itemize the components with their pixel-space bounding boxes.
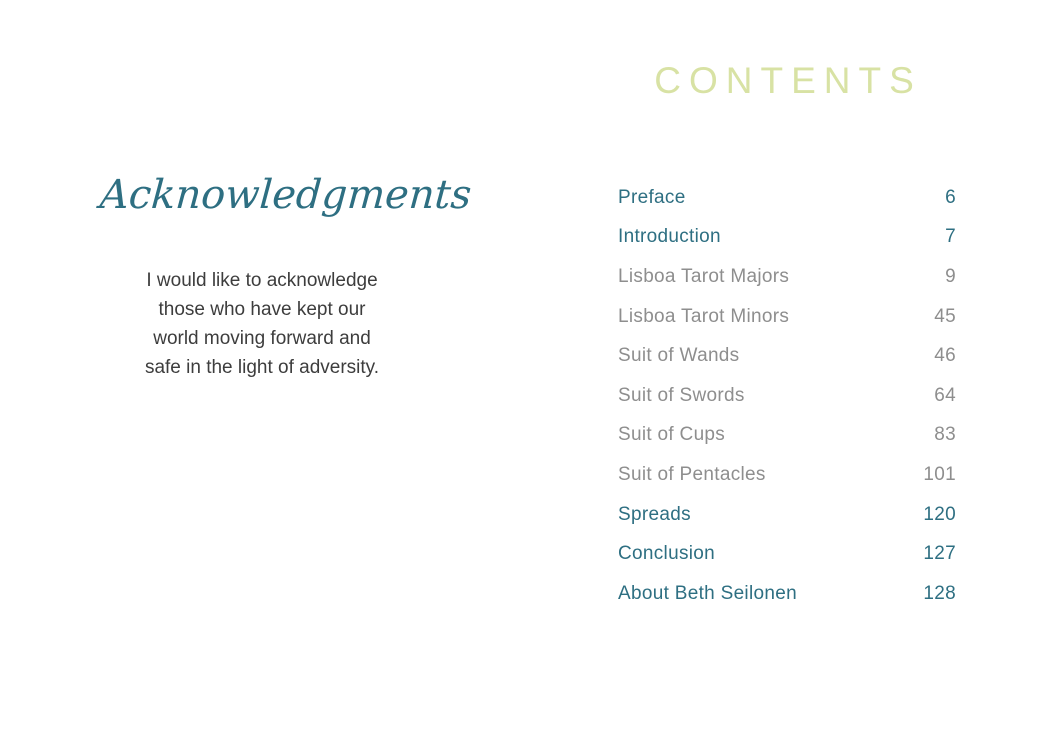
toc-entry-page: 83 [934, 424, 956, 446]
toc-entry-page: 127 [923, 543, 956, 565]
toc-entry-label: Suit of Wands [618, 345, 740, 367]
toc-entry [618, 376, 956, 416]
toc-entry [618, 455, 956, 495]
toc-entry-label: Preface [618, 186, 686, 208]
toc-entry-page: 45 [934, 305, 956, 327]
toc-entry-label: Conclusion [618, 543, 715, 565]
toc-entry-label: Suit of Swords [618, 384, 745, 406]
toc-entry [618, 257, 956, 297]
toc-entry-label: Introduction [618, 226, 721, 248]
toc-entry [618, 297, 956, 337]
toc-entry-page: 6 [945, 186, 956, 208]
toc-entry-page: 101 [923, 463, 956, 485]
toc-entry-label: Lisboa Tarot Minors [618, 305, 790, 327]
toc-entry [618, 336, 956, 376]
contents-title: CONTENTS [654, 60, 922, 101]
toc-entry [618, 534, 956, 574]
toc-entry-page: 64 [934, 384, 956, 406]
toc-entry-page: 128 [923, 582, 956, 604]
paragraph-line: those who have kept our [158, 299, 366, 320]
toc-entry [618, 574, 956, 614]
toc-entry-label: Spreads [618, 503, 691, 525]
paragraph-line: safe in the light of adversity. [144, 357, 380, 378]
toc-entry [618, 416, 956, 456]
toc-entry [618, 218, 956, 258]
toc-entry-label: Lisboa Tarot Majors [618, 265, 790, 287]
toc-entry [618, 495, 956, 535]
toc-entry [618, 178, 956, 218]
toc-entry-page: 46 [934, 345, 956, 367]
toc-entry-page: 120 [923, 503, 956, 525]
table-of-contents [618, 178, 956, 614]
toc-entry-label: About Beth Seilonen [618, 582, 797, 604]
paragraph-line: I would like to acknowledge [146, 270, 378, 291]
toc-entry-label: Suit of Cups [618, 424, 726, 446]
toc-entry-page: 7 [945, 226, 956, 248]
toc-entry-page: 9 [945, 265, 956, 287]
acknowledgments-paragraph [122, 266, 402, 382]
toc-entry-label: Suit of Pentacles [618, 463, 766, 485]
acknowledgments-heading: Acknowledgments [98, 172, 473, 218]
paragraph-line: world moving forward and [153, 328, 371, 349]
